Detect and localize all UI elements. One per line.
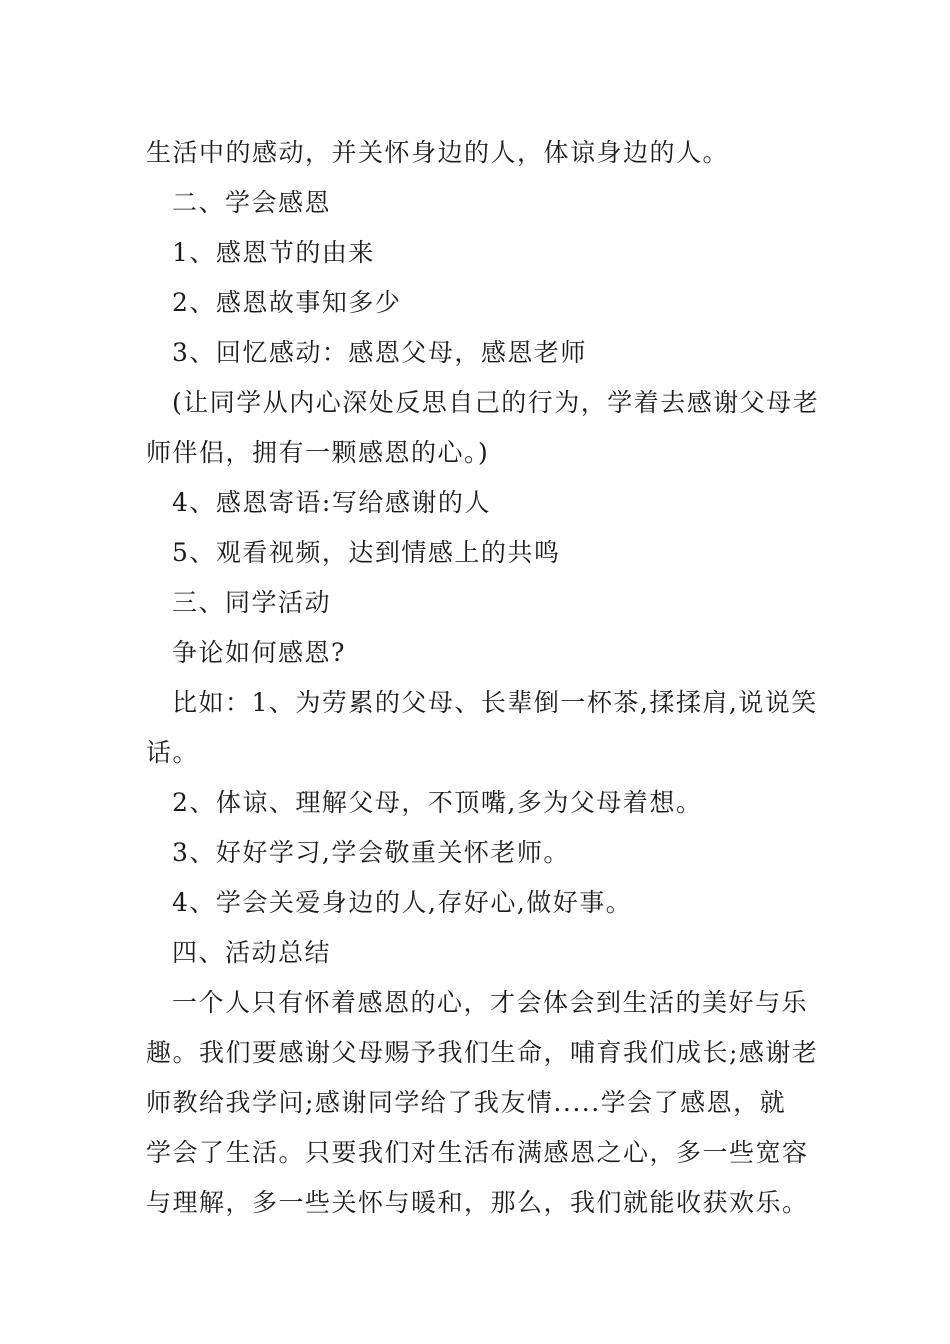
text-line: 比如：1、为劳累的父母、长辈倒一杯茶,揉揉肩,说说笑	[172, 688, 818, 717]
list-item: 1、感恩节的由来	[172, 238, 375, 267]
list-item: 2、感恩故事知多少	[172, 288, 402, 317]
list-item: 2、体谅、理解父母，不顶嘴,多为父母着想。	[172, 788, 703, 817]
text-line: 话。	[146, 738, 200, 767]
text-line: 一个人只有怀着感恩的心，才会体会到生活的美好与乐	[172, 988, 809, 1017]
text-line: 趣。我们要感谢父母赐予我们生命，哺育我们成长;感谢老	[146, 1038, 819, 1067]
text-line: 与理解，多一些关怀与暖和，那么，我们就能收获欢乐。	[146, 1188, 809, 1217]
document-body	[146, 128, 820, 1228]
list-item: 4、学会关爱身边的人,存好心,做好事。	[172, 888, 633, 917]
list-item: 4、感恩寄语:写给感谢的人	[172, 488, 491, 517]
text-line: (让同学从内心深处反思自己的行为，学着去感谢父母老	[172, 388, 820, 417]
section-heading: 四、活动总结	[172, 938, 332, 967]
text-line: 学会了生活。只要我们对生活布满感恩之心，多一些宽容	[146, 1138, 809, 1167]
list-item: 5、观看视频，达到情感上的共鸣	[172, 538, 561, 567]
text-line: 师伴侣，拥有一颗感恩的心。)	[146, 438, 490, 467]
section-heading: 三、同学活动	[172, 588, 332, 617]
text-line: 生活中的感动，并关怀身边的人，体谅身边的人。	[146, 138, 730, 167]
section-heading: 二、学会感恩	[172, 188, 332, 217]
list-item: 3、回忆感动：感恩父母，感恩老师	[172, 338, 587, 367]
text-line: 争论如何感恩?	[172, 638, 346, 667]
list-item: 3、好好学习,学会敬重关怀老师。	[172, 838, 570, 867]
text-line: 师教给我学问;感谢同学给了我友情.....学会了感恩，就	[146, 1088, 787, 1117]
